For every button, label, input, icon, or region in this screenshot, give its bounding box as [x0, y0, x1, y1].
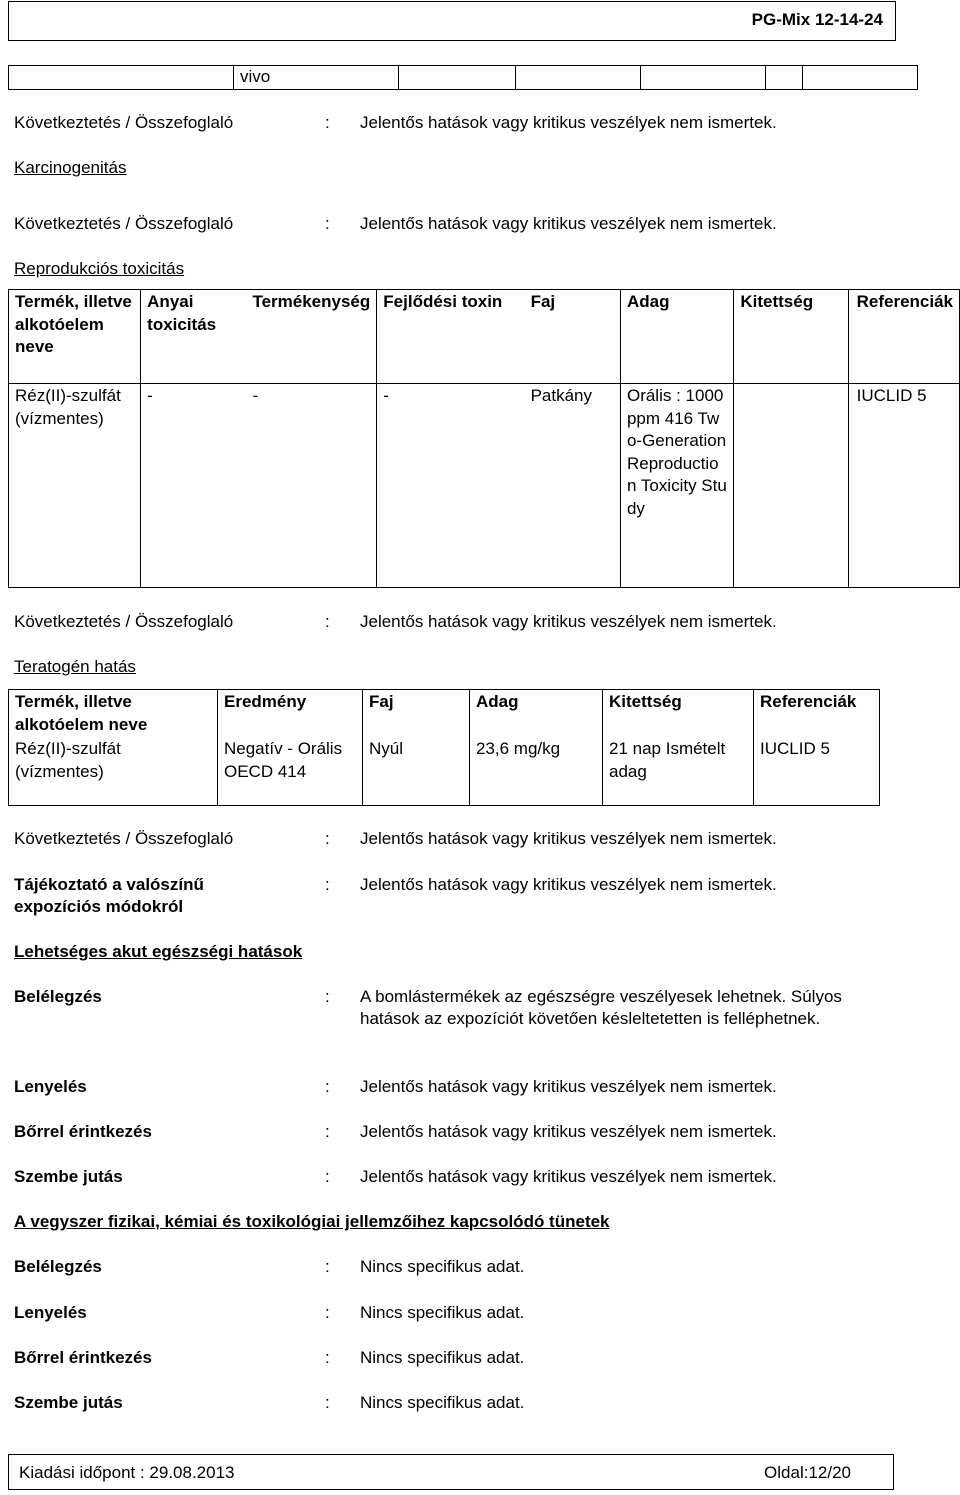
conclusion-label: Következtetés / Összefoglaló [14, 214, 234, 233]
cell-species: Patkány [525, 384, 621, 588]
header-exposure: Kitettség [734, 290, 848, 384]
cell-product-name: Réz(II)-szulfát (vízmentes) [9, 384, 141, 588]
page-number: Oldal:12/20 [764, 1463, 851, 1482]
eye-contact-value: Jelentős hatások vagy kritikus veszélyek nem ismertek. [360, 1167, 777, 1186]
section-heading-reproductive: Reprodukciós toxicitás [14, 259, 185, 278]
conclusion-value: Jelentős hatások vagy kritikus veszélyek nem ismertek. [360, 829, 777, 848]
skin-contact-label: Bőrrel érintkezés [14, 1122, 152, 1141]
colon: : [325, 1303, 330, 1322]
skin-contact-symptom-value: Nincs specifikus adat. [360, 1348, 525, 1367]
cell-dose: Orális : 1000 ppm 416 Two-Generation Reproduction Toxicity Study [620, 384, 733, 588]
document-header [8, 1, 896, 41]
skin-contact-label: Bőrrel érintkezés [14, 1348, 152, 1367]
cell-result: Negatív - Orális OECD 414 [218, 737, 363, 805]
exposure-routes-label: Tájékoztató a valószínű expozíciós módokról [14, 875, 204, 916]
cell-reference: IUCLID 5 [754, 737, 880, 805]
cell-fertility: - [246, 384, 376, 588]
colon: : [325, 1167, 330, 1186]
header-references: Referenciák [848, 290, 959, 384]
table-row [9, 737, 880, 805]
conclusion-label: Következtetés / Összefoglaló [14, 829, 234, 848]
header-product-name: Termék, illetve alkotóelem neve [9, 690, 218, 738]
eye-contact-label: Szembe jutás [14, 1393, 123, 1412]
header-developmental-toxin: Fejlődési toxin [377, 290, 525, 384]
cell-developmental-toxin: - [377, 384, 525, 588]
conclusion-value: Jelentős hatások vagy kritikus veszélyek nem ismertek. [360, 612, 777, 631]
header-fertility: Termékenység [246, 290, 376, 384]
header-species: Faj [525, 290, 621, 384]
colon: : [325, 1257, 330, 1276]
colon: : [325, 214, 330, 233]
header-references: Referenciák [754, 690, 880, 738]
cell-maternal-toxicity: - [141, 384, 247, 588]
teratogenic-table [8, 689, 880, 806]
section-heading-acute-effects: Lehetséges akut egészségi hatások [14, 942, 303, 961]
colon: : [325, 987, 330, 1006]
colon: : [325, 875, 330, 894]
header-exposure: Kitettség [603, 690, 754, 738]
header-dose: Adag [620, 290, 733, 384]
continued-table [8, 65, 918, 90]
inhalation-label: Belélegzés [14, 987, 102, 1006]
header-dose: Adag [470, 690, 603, 738]
colon: : [325, 829, 330, 848]
header-species: Faj [363, 690, 470, 738]
conclusion-label: Következtetés / Összefoglaló [14, 612, 234, 631]
document-footer [8, 1454, 894, 1490]
header-maternal-toxicity: Anyai toxicitás [141, 290, 247, 384]
header-product-name: Termék, illetve alkotóelem neve [9, 290, 141, 384]
colon: : [325, 1077, 330, 1096]
inhalation-value: A bomlástermékek az egészségre veszélyesek lehetnek. Súlyos hatások az expozíciót követően késleltetetten is felléphetnek. [360, 987, 842, 1028]
ingestion-label: Lenyelés [14, 1303, 87, 1322]
eye-contact-label: Szembe jutás [14, 1167, 123, 1186]
cell-reference: IUCLID 5 [848, 384, 959, 588]
continued-table-cell: vivo [234, 66, 399, 90]
cell-exposure: 21 nap Ismételt adag [603, 737, 754, 805]
table-header-row [9, 290, 960, 384]
header-result: Eredmény [218, 690, 363, 738]
cell-species: Nyúl [363, 737, 470, 805]
colon: : [325, 1393, 330, 1412]
issue-date: Kiadási időpont : 29.08.2013 [19, 1463, 235, 1482]
section-heading-carcinogenicity: Karcinogenitás [14, 158, 127, 177]
skin-contact-value: Jelentős hatások vagy kritikus veszélyek nem ismertek. [360, 1122, 777, 1141]
table-row [9, 384, 960, 588]
colon: : [325, 1348, 330, 1367]
ingestion-value: Jelentős hatások vagy kritikus veszélyek nem ismertek. [360, 1077, 777, 1096]
section-heading-symptoms: A vegyszer fizikai, kémiai és toxikológiai jellemzőihez kapcsolódó tünetek [14, 1212, 610, 1231]
conclusion-value: Jelentős hatások vagy kritikus veszélyek nem ismertek. [360, 113, 777, 132]
colon: : [325, 113, 330, 132]
section-heading-teratogenic: Teratogén hatás [14, 657, 136, 676]
document-id: PG-Mix 12-14-24 [751, 10, 883, 29]
colon: : [325, 1122, 330, 1141]
exposure-routes-value: Jelentős hatások vagy kritikus veszélyek nem ismertek. [360, 875, 777, 894]
colon: : [325, 612, 330, 631]
cell-exposure [734, 384, 848, 588]
eye-contact-symptom-value: Nincs specifikus adat. [360, 1393, 525, 1412]
ingestion-label: Lenyelés [14, 1077, 87, 1096]
conclusion-label: Következtetés / Összefoglaló [14, 113, 234, 132]
cell-product-name: Réz(II)-szulfát (vízmentes) [9, 737, 218, 805]
conclusion-value: Jelentős hatások vagy kritikus veszélyek nem ismertek. [360, 214, 777, 233]
cell-dose: 23,6 mg/kg [470, 737, 603, 805]
ingestion-symptom-value: Nincs specifikus adat. [360, 1303, 525, 1322]
reproductive-toxicity-table [8, 289, 960, 588]
inhalation-symptom-value: Nincs specifikus adat. [360, 1257, 525, 1276]
inhalation-label: Belélegzés [14, 1257, 102, 1276]
table-header-row [9, 690, 880, 738]
